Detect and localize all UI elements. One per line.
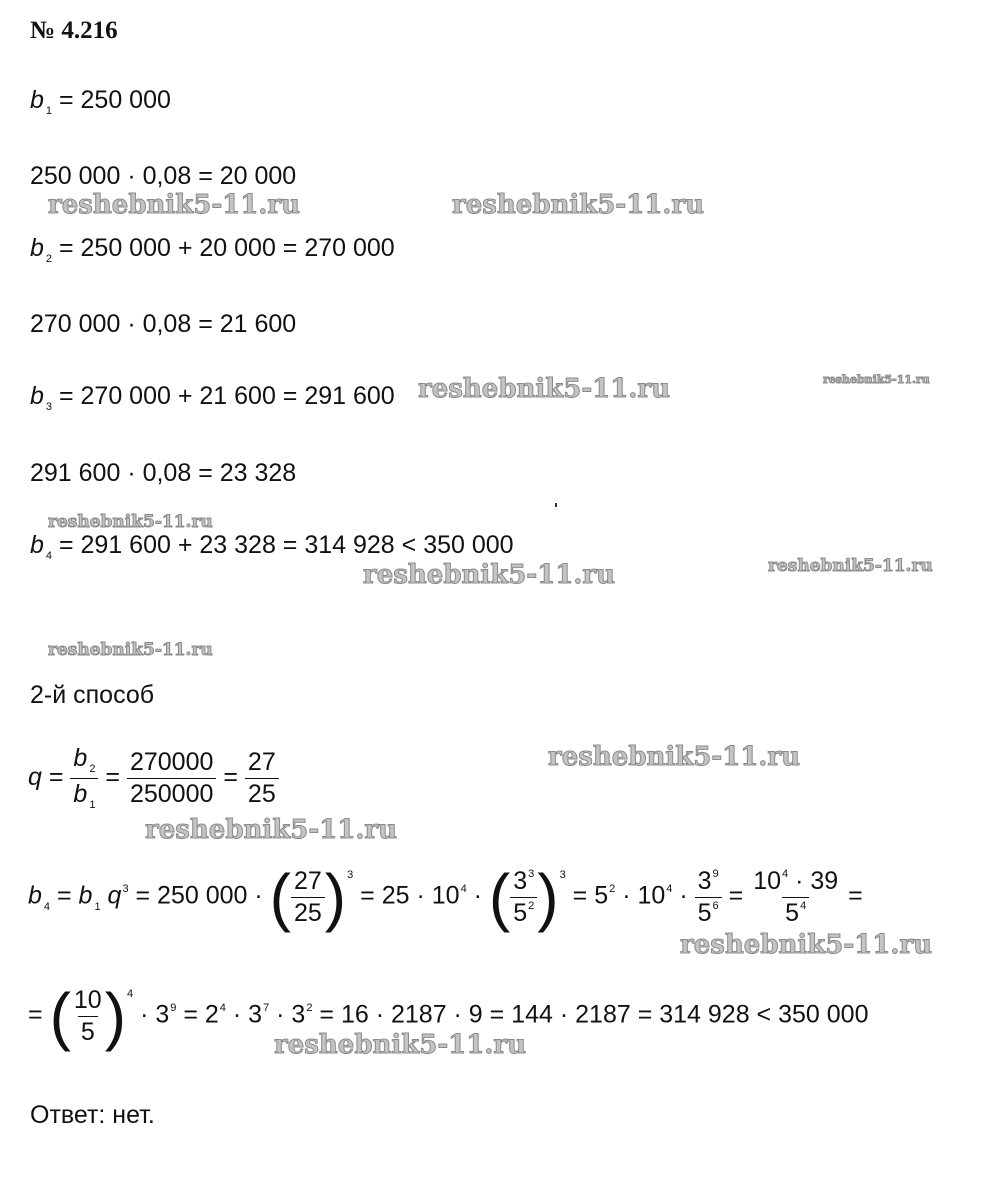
problem-number: № 4.216 — [30, 17, 118, 44]
calc-line-3: 291 600 · 0,08 = 23 328 — [30, 459, 297, 487]
b1-value: = 250 000 — [58, 86, 171, 114]
b1-line: b $_1$ = 250 000 — [30, 86, 171, 117]
b4-formula: b $_4$ = b $_1$ $q^3 = 250$ 000 · ( $\frac{27}{25}$ )$^3 = 25 \cdot 10^4$ · ( $\frac{3^3}{5^2}$ )$^3 = 5^2 \cdot 10^4$ · $\frac{3^9}{5^6}$ = $\frac{10^4 \cdot 39}{5^4}$ = — [28, 861, 863, 933]
reduced-fraction: $\frac{27}{25}$ — [245, 750, 279, 807]
equals: = — [105, 763, 121, 792]
q-formula — [28, 746, 279, 811]
stray-dot — [555, 503, 557, 507]
watermark: reshebnik5-11.ru — [823, 373, 930, 386]
equals: = — [223, 763, 238, 792]
method2-label: 2-й способ — [30, 681, 155, 709]
b3-value: = 270 000 + 21 600 = 291 600 — [58, 382, 395, 410]
b2-line: b $_2$ = 250 000 + 20 000 = 270 000 — [30, 234, 395, 265]
b4-value: = 291 600 + 23 328 = 314 928 < 350 000 — [58, 531, 514, 559]
watermark: reshebnik5-11.ru — [48, 190, 301, 220]
numeric-fraction: $\frac{270000}{250000}$ — [127, 750, 216, 807]
equals: = — [48, 763, 64, 792]
b2-value: = 250 000 + 20 000 = 270 000 — [58, 234, 395, 262]
b4-line: b $_4$ = 291 600 + 23 328 = 314 928 < 350 000 — [30, 531, 514, 562]
watermark: reshebnik5-11.ru — [680, 930, 933, 960]
fraction-10-5: $\frac{10}{5}$ — [73, 985, 102, 1046]
watermark: reshebnik5-11.ru — [48, 640, 213, 660]
b3-line: b $_3$ = 270 000 + 21 600 = 291 600 — [30, 382, 395, 413]
watermark: reshebnik5-11.ru — [145, 815, 398, 845]
q-symbol: q — [28, 763, 42, 792]
watermark: reshebnik5-11.ru — [274, 1030, 527, 1060]
fraction-27-25: $\frac{27}{25}$ — [291, 869, 325, 926]
b-ratio-fraction: $\frac{b _2}{b _1}$ — [70, 746, 98, 811]
calc-line-2: 270 000 · 0,08 = 21 600 — [30, 310, 297, 338]
watermark: reshebnik5-11.ru — [548, 742, 801, 772]
watermark: reshebnik5-11.ru — [48, 512, 213, 532]
watermark: reshebnik5-11.ru — [452, 190, 705, 220]
watermark: reshebnik5-11.ru — [768, 556, 933, 576]
fraction-3-5: $\frac{3^3}{5^2}$ — [510, 869, 537, 926]
calc-line-1: 250 000 · 0,08 = 20 000 — [30, 162, 297, 190]
final-formula: = ( $\frac{10}{5}$ )$^4 \cdot 3^9 = 2^4 \cdot 3^7 \cdot 3^2 = 16 \cdot 2187 \cdot 9 = 144 \cdot 2187 = 314$ 928 < 350 000 — [28, 980, 869, 1052]
answer: Ответ: нет. — [30, 1101, 155, 1129]
watermark: reshebnik5-11.ru — [363, 560, 616, 590]
watermark: reshebnik5-11.ru — [418, 374, 671, 404]
fraction-3-9-5-6: $\frac{3^9}{5^6}$ — [695, 869, 722, 926]
fraction-10-4-39: $\frac{10^4 \cdot 39}{5^4}$ — [753, 866, 839, 927]
